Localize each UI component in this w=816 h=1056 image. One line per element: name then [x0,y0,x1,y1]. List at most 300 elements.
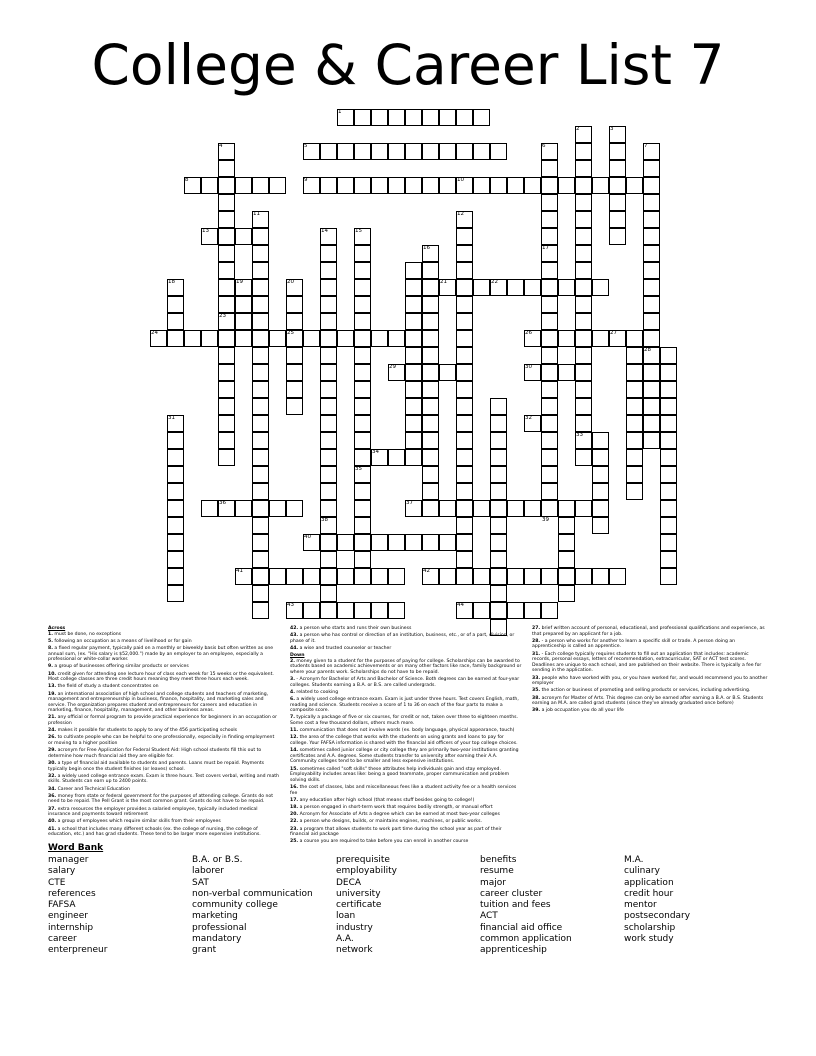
grid-cell[interactable] [541,262,558,279]
grid-cell[interactable] [660,551,677,568]
grid-cell[interactable] [320,585,337,602]
grid-cell[interactable] [354,534,371,551]
grid-cell[interactable] [660,568,677,585]
grid-cell[interactable] [252,330,269,347]
grid-cell[interactable] [660,517,677,534]
grid-cell[interactable] [405,347,422,364]
grid-cell[interactable] [371,177,388,194]
grid-cell[interactable] [218,364,235,381]
grid-cell[interactable] [456,534,473,551]
grid-cell[interactable] [609,143,626,160]
grid-cell[interactable] [660,347,677,364]
grid-cell[interactable] [490,517,507,534]
grid-cell[interactable] [456,466,473,483]
grid-cell[interactable] [354,177,371,194]
grid-cell[interactable] [456,347,473,364]
grid-cell[interactable] [337,330,354,347]
grid-cell[interactable] [354,500,371,517]
grid-cell[interactable] [422,330,439,347]
grid-cell[interactable] [201,500,218,517]
grid-cell[interactable] [626,432,643,449]
grid-cell[interactable] [541,160,558,177]
grid-cell[interactable] [218,211,235,228]
grid-cell[interactable] [473,109,490,126]
grid-cell[interactable] [507,500,524,517]
grid-cell[interactable] [218,432,235,449]
grid-cell[interactable] [252,177,269,194]
grid-cell[interactable] [167,313,184,330]
grid-cell[interactable] [422,415,439,432]
grid-cell[interactable] [252,432,269,449]
grid-cell[interactable] [252,568,269,585]
grid-cell[interactable] [354,551,371,568]
grid-cell[interactable] [422,347,439,364]
grid-cell[interactable] [558,330,575,347]
grid-cell[interactable] [575,194,592,211]
grid-cell[interactable] [218,279,235,296]
grid-cell[interactable] [643,279,660,296]
grid-cell[interactable] [575,211,592,228]
grid-cell[interactable] [456,245,473,262]
grid-cell[interactable] [422,449,439,466]
grid-cell[interactable] [405,381,422,398]
grid-cell[interactable] [320,449,337,466]
grid-cell[interactable] [439,177,456,194]
grid-cell[interactable] [643,177,660,194]
grid-cell[interactable] [252,262,269,279]
grid-cell[interactable] [320,483,337,500]
grid-cell[interactable] [660,500,677,517]
grid-cell[interactable] [456,364,473,381]
grid-cell[interactable] [609,228,626,245]
grid-cell[interactable] [405,330,422,347]
grid-cell[interactable] [456,398,473,415]
grid-cell[interactable] [592,517,609,534]
grid-cell[interactable] [541,449,558,466]
grid-cell[interactable] [422,177,439,194]
grid-cell[interactable] [167,534,184,551]
grid-cell[interactable] [371,602,388,619]
grid-cell[interactable] [592,177,609,194]
grid-cell[interactable] [643,313,660,330]
grid-cell[interactable] [490,449,507,466]
grid-cell[interactable] [439,364,456,381]
grid-cell[interactable] [456,500,473,517]
grid-cell[interactable] [388,143,405,160]
grid-cell[interactable] [337,602,354,619]
grid-cell[interactable] [354,296,371,313]
grid-cell[interactable] [388,177,405,194]
grid-cell[interactable] [575,279,592,296]
grid-cell[interactable] [235,228,252,245]
grid-cell[interactable] [541,211,558,228]
grid-cell[interactable] [252,313,269,330]
grid-cell[interactable] [320,602,337,619]
grid-cell[interactable] [507,279,524,296]
grid-cell[interactable] [337,143,354,160]
grid-cell[interactable] [354,313,371,330]
grid-cell[interactable] [575,296,592,313]
grid-cell[interactable] [405,143,422,160]
grid-cell[interactable] [252,279,269,296]
grid-cell[interactable] [218,296,235,313]
grid-cell[interactable] [405,415,422,432]
grid-cell[interactable] [167,483,184,500]
grid-cell[interactable] [320,330,337,347]
grid-cell[interactable] [575,381,592,398]
grid-cell[interactable] [218,262,235,279]
grid-cell[interactable] [524,500,541,517]
grid-cell[interactable] [541,432,558,449]
grid-cell[interactable] [626,177,643,194]
grid-cell[interactable] [167,517,184,534]
grid-cell[interactable] [660,432,677,449]
grid-cell[interactable] [167,466,184,483]
grid-cell[interactable] [524,602,541,619]
grid-cell[interactable] [286,347,303,364]
grid-cell[interactable] [456,517,473,534]
grid-cell[interactable] [320,262,337,279]
grid-cell[interactable] [541,415,558,432]
grid-cell[interactable] [167,500,184,517]
grid-cell[interactable] [320,432,337,449]
grid-cell[interactable] [252,517,269,534]
grid-cell[interactable] [541,483,558,500]
grid-cell[interactable] [473,602,490,619]
grid-cell[interactable] [422,483,439,500]
grid-cell[interactable] [456,551,473,568]
grid-cell[interactable] [422,109,439,126]
grid-cell[interactable] [269,568,286,585]
grid-cell[interactable] [592,466,609,483]
grid-cell[interactable] [371,568,388,585]
grid-cell[interactable] [252,500,269,517]
grid-cell[interactable] [405,364,422,381]
grid-cell[interactable] [422,432,439,449]
grid-cell[interactable] [660,449,677,466]
grid-cell[interactable] [558,551,575,568]
grid-cell[interactable] [643,160,660,177]
grid-cell[interactable] [235,296,252,313]
grid-cell[interactable] [354,347,371,364]
grid-cell[interactable] [422,398,439,415]
grid-cell[interactable] [456,279,473,296]
grid-cell[interactable] [422,381,439,398]
grid-cell[interactable] [218,381,235,398]
grid-cell[interactable] [167,568,184,585]
grid-cell[interactable] [490,415,507,432]
grid-cell[interactable] [388,109,405,126]
grid-cell[interactable] [354,364,371,381]
grid-cell[interactable] [320,279,337,296]
grid-cell[interactable] [252,449,269,466]
grid-cell[interactable] [167,296,184,313]
grid-cell[interactable] [218,228,235,245]
grid-cell[interactable] [252,483,269,500]
grid-cell[interactable] [575,415,592,432]
grid-cell[interactable] [371,534,388,551]
grid-cell[interactable] [490,483,507,500]
grid-cell[interactable] [541,466,558,483]
grid-cell[interactable] [643,194,660,211]
grid-cell[interactable] [218,415,235,432]
grid-cell[interactable] [456,483,473,500]
grid-cell[interactable] [626,466,643,483]
grid-cell[interactable] [405,449,422,466]
grid-cell[interactable] [303,568,320,585]
grid-cell[interactable] [541,313,558,330]
grid-cell[interactable] [456,296,473,313]
grid-cell[interactable] [575,398,592,415]
grid-cell[interactable] [184,330,201,347]
grid-cell[interactable] [456,262,473,279]
grid-cell[interactable] [218,347,235,364]
grid-cell[interactable] [405,296,422,313]
grid-cell[interactable] [609,194,626,211]
grid-cell[interactable] [320,500,337,517]
grid-cell[interactable] [235,330,252,347]
grid-cell[interactable] [456,143,473,160]
grid-cell[interactable] [354,517,371,534]
grid-cell[interactable] [558,585,575,602]
grid-cell[interactable] [320,568,337,585]
grid-cell[interactable] [575,177,592,194]
grid-cell[interactable] [558,534,575,551]
grid-cell[interactable] [354,602,371,619]
grid-cell[interactable] [575,364,592,381]
grid-cell[interactable] [626,364,643,381]
grid-cell[interactable] [575,313,592,330]
grid-cell[interactable] [252,415,269,432]
grid-cell[interactable] [371,143,388,160]
grid-cell[interactable] [405,313,422,330]
grid-cell[interactable] [558,364,575,381]
grid-cell[interactable] [354,483,371,500]
grid-cell[interactable] [456,313,473,330]
grid-cell[interactable] [626,415,643,432]
grid-cell[interactable] [354,398,371,415]
grid-cell[interactable] [422,313,439,330]
grid-cell[interactable] [405,109,422,126]
grid-cell[interactable] [388,602,405,619]
grid-cell[interactable] [575,143,592,160]
grid-cell[interactable] [337,568,354,585]
grid-cell[interactable] [252,228,269,245]
grid-cell[interactable] [252,551,269,568]
grid-cell[interactable] [660,415,677,432]
grid-cell[interactable] [218,177,235,194]
grid-cell[interactable] [660,364,677,381]
grid-cell[interactable] [490,432,507,449]
grid-cell[interactable] [252,466,269,483]
grid-cell[interactable] [354,143,371,160]
grid-cell[interactable] [456,381,473,398]
grid-cell[interactable] [252,381,269,398]
grid-cell[interactable] [575,500,592,517]
grid-cell[interactable] [167,551,184,568]
grid-cell[interactable] [626,449,643,466]
grid-cell[interactable] [507,568,524,585]
grid-cell[interactable] [541,500,558,517]
grid-cell[interactable] [320,177,337,194]
grid-cell[interactable] [660,483,677,500]
grid-cell[interactable] [320,466,337,483]
grid-cell[interactable] [643,415,660,432]
grid-cell[interactable] [439,143,456,160]
grid-cell[interactable] [541,279,558,296]
grid-cell[interactable] [660,466,677,483]
grid-cell[interactable] [167,432,184,449]
grid-cell[interactable] [541,381,558,398]
grid-cell[interactable] [473,500,490,517]
grid-cell[interactable] [218,245,235,262]
grid-cell[interactable] [303,330,320,347]
grid-cell[interactable] [541,568,558,585]
grid-cell[interactable] [643,330,660,347]
grid-cell[interactable] [541,228,558,245]
grid-cell[interactable] [490,466,507,483]
grid-cell[interactable] [643,432,660,449]
grid-cell[interactable] [609,177,626,194]
grid-cell[interactable] [643,228,660,245]
grid-cell[interactable] [320,398,337,415]
grid-cell[interactable] [643,296,660,313]
grid-cell[interactable] [575,245,592,262]
grid-cell[interactable] [473,279,490,296]
grid-cell[interactable] [643,364,660,381]
grid-cell[interactable] [626,347,643,364]
grid-cell[interactable] [490,585,507,602]
grid-cell[interactable] [201,330,218,347]
grid-cell[interactable] [660,381,677,398]
grid-cell[interactable] [320,245,337,262]
grid-cell[interactable] [541,330,558,347]
grid-cell[interactable] [592,330,609,347]
grid-cell[interactable] [320,551,337,568]
grid-cell[interactable] [456,109,473,126]
grid-cell[interactable] [405,262,422,279]
grid-cell[interactable] [541,347,558,364]
grid-cell[interactable] [354,449,371,466]
grid-cell[interactable] [286,398,303,415]
grid-cell[interactable] [405,432,422,449]
grid-cell[interactable] [643,381,660,398]
grid-cell[interactable] [388,534,405,551]
grid-cell[interactable] [388,330,405,347]
grid-cell[interactable] [473,568,490,585]
grid-cell[interactable] [286,568,303,585]
grid-cell[interactable] [609,211,626,228]
grid-cell[interactable] [524,568,541,585]
grid-cell[interactable] [490,398,507,415]
grid-cell[interactable] [490,500,507,517]
grid-cell[interactable] [337,534,354,551]
grid-cell[interactable] [592,500,609,517]
grid-cell[interactable] [456,415,473,432]
grid-cell[interactable] [422,364,439,381]
grid-cell[interactable] [541,398,558,415]
grid-cell[interactable] [167,330,184,347]
grid-cell[interactable] [456,568,473,585]
grid-cell[interactable] [541,177,558,194]
grid-cell[interactable] [354,279,371,296]
grid-cell[interactable] [456,330,473,347]
grid-cell[interactable] [626,398,643,415]
grid-cell[interactable] [626,330,643,347]
grid-cell[interactable] [218,330,235,347]
grid-cell[interactable] [388,568,405,585]
grid-cell[interactable] [643,398,660,415]
grid-cell[interactable] [320,347,337,364]
grid-cell[interactable] [660,534,677,551]
grid-cell[interactable] [320,143,337,160]
grid-cell[interactable] [286,313,303,330]
grid-cell[interactable] [660,398,677,415]
grid-cell[interactable] [422,466,439,483]
grid-cell[interactable] [592,279,609,296]
grid-cell[interactable] [167,585,184,602]
grid-cell[interactable] [575,347,592,364]
grid-cell[interactable] [422,279,439,296]
grid-cell[interactable] [439,568,456,585]
grid-cell[interactable] [269,177,286,194]
grid-cell[interactable] [643,211,660,228]
grid-cell[interactable] [252,347,269,364]
grid-cell[interactable] [575,568,592,585]
grid-cell[interactable] [252,245,269,262]
grid-cell[interactable] [490,602,507,619]
grid-cell[interactable] [558,500,575,517]
grid-cell[interactable] [303,602,320,619]
grid-cell[interactable] [456,449,473,466]
grid-cell[interactable] [405,534,422,551]
grid-cell[interactable] [218,194,235,211]
grid-cell[interactable] [575,262,592,279]
grid-cell[interactable] [388,449,405,466]
grid-cell[interactable] [558,568,575,585]
grid-cell[interactable] [422,500,439,517]
grid-cell[interactable] [252,534,269,551]
grid-cell[interactable] [320,364,337,381]
grid-cell[interactable] [422,143,439,160]
grid-cell[interactable] [354,330,371,347]
grid-cell[interactable] [371,109,388,126]
grid-cell[interactable] [575,160,592,177]
grid-cell[interactable] [269,330,286,347]
grid-cell[interactable] [320,313,337,330]
grid-cell[interactable] [541,364,558,381]
grid-cell[interactable] [422,534,439,551]
grid-cell[interactable] [473,143,490,160]
grid-cell[interactable] [354,245,371,262]
grid-cell[interactable] [507,602,524,619]
grid-cell[interactable] [490,568,507,585]
grid-cell[interactable] [439,500,456,517]
grid-cell[interactable] [218,160,235,177]
grid-cell[interactable] [354,381,371,398]
grid-cell[interactable] [354,415,371,432]
grid-cell[interactable] [575,228,592,245]
grid-cell[interactable] [558,279,575,296]
grid-cell[interactable] [269,500,286,517]
grid-cell[interactable] [626,381,643,398]
grid-cell[interactable] [490,177,507,194]
grid-cell[interactable] [439,109,456,126]
grid-cell[interactable] [235,177,252,194]
grid-cell[interactable] [167,449,184,466]
grid-cell[interactable] [235,500,252,517]
grid-cell[interactable] [320,381,337,398]
